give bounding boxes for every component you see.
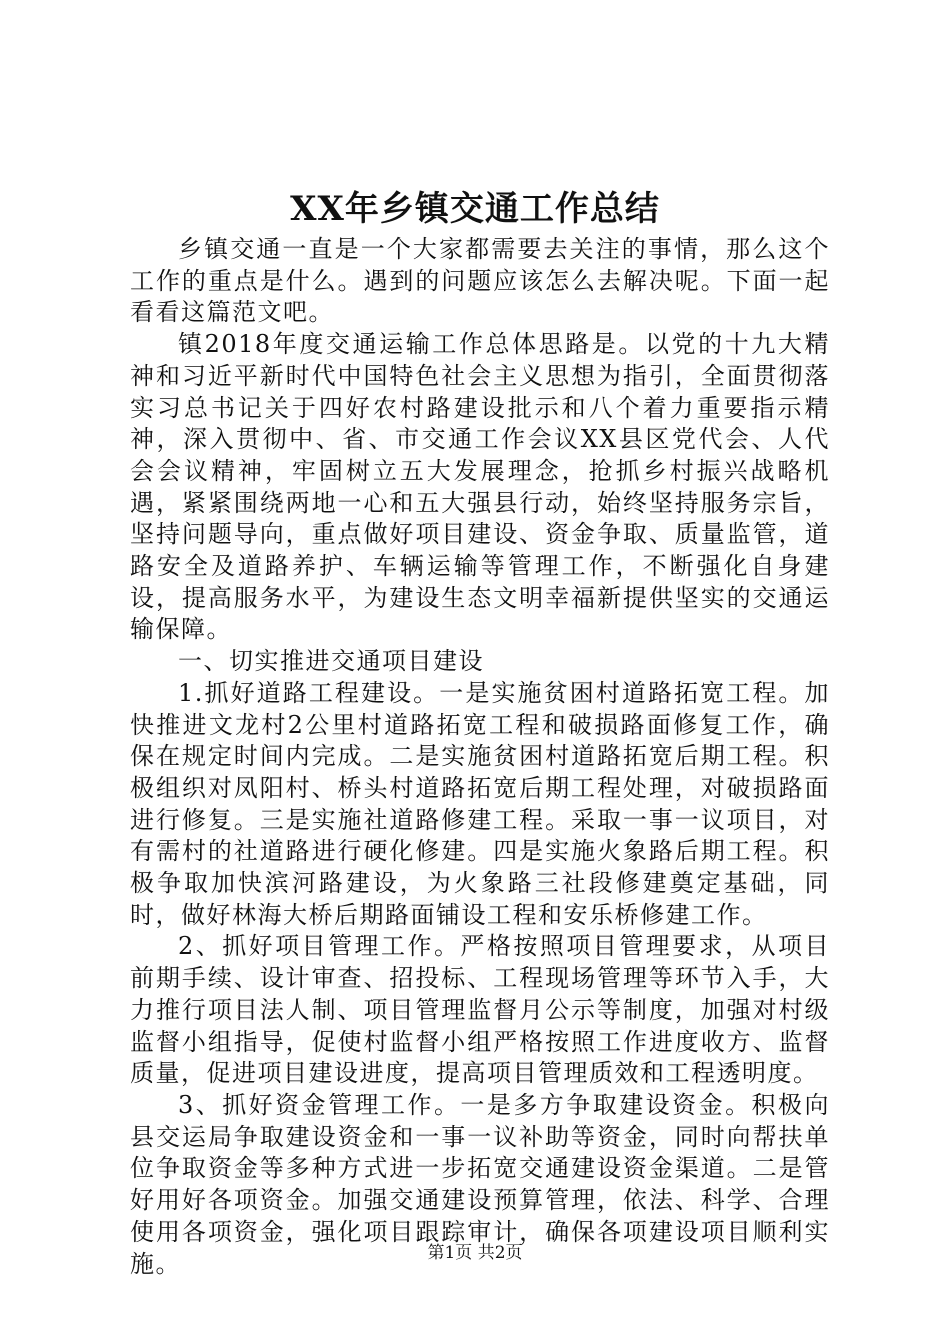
section-heading: 一、切实推进交通项目建设 — [178, 647, 484, 676]
document-body — [130, 234, 830, 1280]
paragraph-intro: 乡镇交通一直是一个大家都需要去关注的事情，那么这个工作的重点是什么。遇到的问题应该怎么去解决呢。下面一起看看这篇范文吧。 — [130, 235, 830, 327]
paragraph-project-management: 2、抓好项目管理工作。严格按照项目管理要求，从项目前期手续、设计审查、招投标、工程现场管理等环节入手，大力推行项目法人制、项目管理监督月公示等制度，加强对村级监督小组指导，促使村监督小组严格按照工作进度收方、监督质量，促进项目建设进度，提高项目管理质效和工程透明度。 — [130, 932, 830, 1088]
document-title: XX年乡镇交通工作总结 — [290, 189, 660, 229]
paragraph-overview: 镇2018年度交通运输工作总体思路是。以党的十九大精神和习近平新时代中国特色社会主义思想为指引，全面贯彻落实习总书记关于四好农村路建设批示和八个着力重要指示精神，深入贯彻中、省、市交通工作会议XX县区党代会、人代会会议精神，牢固树立五大发展理念，抢抓乡村振兴战略机遇，紧紧围绕两地一心和五大强县行动，始终坚持服务宗旨，坚持问题导向，重点做好项目建设、资金争取、质量监管，道路安全及道路养护、车辆运输等管理工作，不断强化自身建设，提高服务水平，为建设生态文明幸福新提供坚实的交通运输保障。 — [130, 330, 830, 644]
page-footer: 第1页 共2页 — [427, 1243, 523, 1263]
paragraph-road-construction: 1.抓好道路工程建设。一是实施贫困村道路拓宽工程。加快推进文龙村2公里村道路拓宽工程和破损路面修复工作，确保在规定时间内完成。二是实施贫困村道路拓宽后期工程。积极组织对凤阳村、桥头村道路拓宽后期工程处理，对破损路面进行修复。三是实施社道路修建工程。采取一事一议项目，对有需村的社道路进行硬化修建。四是实施火象路后期工程。积极争取加快滨河路建设，为火象路三社段修建奠定基础，同时，做好林海大桥后期路面铺设工程和安乐桥修建工作。 — [130, 678, 830, 929]
paragraph-fund-management: 3、抓好资金管理工作。一是多方争取建设资金。积极向县交运局争取建设资金和一事一议补助等资金，同时向帮扶单位争取资金等多种方式进一步拓宽交通建设资金渠道。二是管好用好各项资金。加强交通建设预算管理，依法、科学、合理使用各项资金，强化项目跟踪审计，确保各项建设项目顺利实施。 — [130, 1090, 830, 1278]
